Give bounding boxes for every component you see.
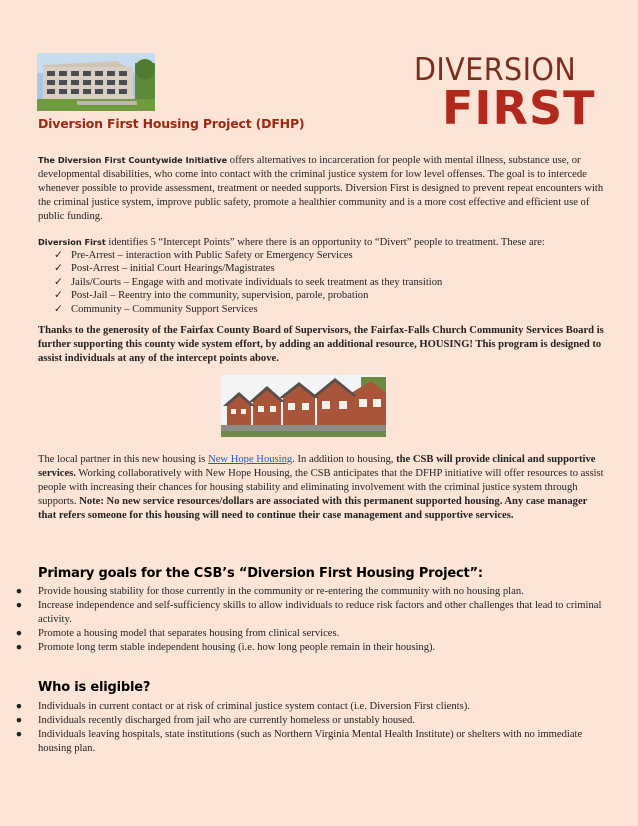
goals-list (14, 585, 604, 655)
intercept-text: identifies 5 “Intercept Points” where there is an opportunity to “Divert” people to treatment. These are: (105, 237, 545, 248)
intro-paragraph (38, 153, 604, 224)
eligible-list (14, 700, 604, 756)
logo-line-1: DIVERSION (414, 52, 577, 88)
list-item: ● Promote a housing model that separates housing from clinical services. (15, 628, 340, 639)
page-title: Diversion First Housing Project (DFHP) (38, 116, 305, 131)
logo-line-2: FIRST (442, 81, 596, 135)
intro-lead: The Diversion First Countywide Initiative (38, 155, 228, 165)
list-item: ● Individuals in current contact or at risk of criminal justice system contact (i.e. Diversion First clients). (15, 701, 470, 712)
check-icon: ✓ (54, 303, 63, 315)
check-icon: ✓ (54, 250, 63, 261)
list-item: ✓ Community – Community Support Services (54, 303, 258, 315)
thanks-paragraph: Thanks to the generosity of the Fairfax County Board of Supervisors, the Fairfax-Falls Church Community Services Board is further supporting this county wide system effort, by adding an additional resource, HOUSING! This program is designed to assist individuals at any of the intercept points above. (38, 325, 604, 364)
list-item: ● Individuals recently discharged from jail who are currently homeless or unstably housed. (15, 715, 415, 726)
intercept-paragraph (38, 235, 604, 250)
intro-text: offers alternatives to incarceration for people with mental illness, substance use, or developmental disabilities, who come into contact with the criminal justice system for low level offenses. The goal is to intercede whenever possible to provide assessment, treatment or needed supports. Diversion First is designed to prevent repeat encounters with the criminal justice system, improve public safety, promote a healthier community and is a more cost effective and efficient use of public funding. (38, 155, 604, 222)
bullet-icon: ● (15, 715, 23, 726)
list-item: ● Promote long term stable independent housing (i.e. how long people remain in their housing). (15, 642, 436, 653)
bullet-icon: ● (15, 600, 23, 611)
townhouses-photo (221, 375, 386, 437)
list-item: ✓ Post-Arrest – initial Court Hearings/Magistrates (54, 263, 275, 275)
partner-paragraph: The local partner in this new housing is New Hope Housing. In addition to housing, the CSB will provide clinical and supportive services. Working collaboratively with New Hope Housing, the CSB anticipates that the DFHP initiative will offer resources to assist people with increasing their chances for housing stability and eliminating involvement with the criminal justice system through supports. Note: No new service resources/dollars are associated with this permanent supported housing. Any case manager that refers someone for this housing will need to continue their case management and supportive services. (38, 454, 604, 521)
bullet-icon: ● (15, 586, 23, 597)
list-item: ● Provide housing stability for those currently in the community or re-entering the community with no housing plan. (15, 586, 524, 597)
list-item: ● Increase independence and self-sufficiency skills to allow individuals to reduce risk factors and other challenges that lead to criminal activity. (15, 600, 602, 625)
apartment-building-photo (37, 53, 155, 111)
list-item: ✓ Jails/Courts – Engage with and motivate individuals to seek treatment as they transition (54, 276, 443, 288)
diversion-first-logo (414, 52, 596, 135)
check-icon: ✓ (54, 276, 63, 288)
intercept-lead: Diversion First (38, 237, 106, 247)
list-item: ✓ Pre-Arrest – interaction with Public Safety or Emergency Services (54, 250, 353, 261)
bullet-icon: ● (15, 628, 23, 639)
intercept-points-list (54, 249, 442, 316)
check-icon: ✓ (54, 290, 63, 302)
eligible-heading: Who is eligible? (38, 680, 151, 695)
goals-heading: Primary goals for the CSB’s “Diversion First Housing Project”: (38, 566, 483, 581)
list-item: ✓ Post-Jail – Reentry into the community, supervision, parole, probation (54, 290, 369, 302)
new-hope-housing-link[interactable]: New Hope Housing (208, 454, 293, 465)
list-item: ● Individuals leaving hospitals, state institutions (such as Northern Virginia Mental Health Institute) or shelters with no immediate housing plan. (15, 729, 583, 754)
bullet-icon: ● (15, 701, 23, 712)
bullet-icon: ● (15, 642, 23, 653)
bullet-icon: ● (15, 729, 23, 740)
check-icon: ✓ (54, 263, 63, 275)
